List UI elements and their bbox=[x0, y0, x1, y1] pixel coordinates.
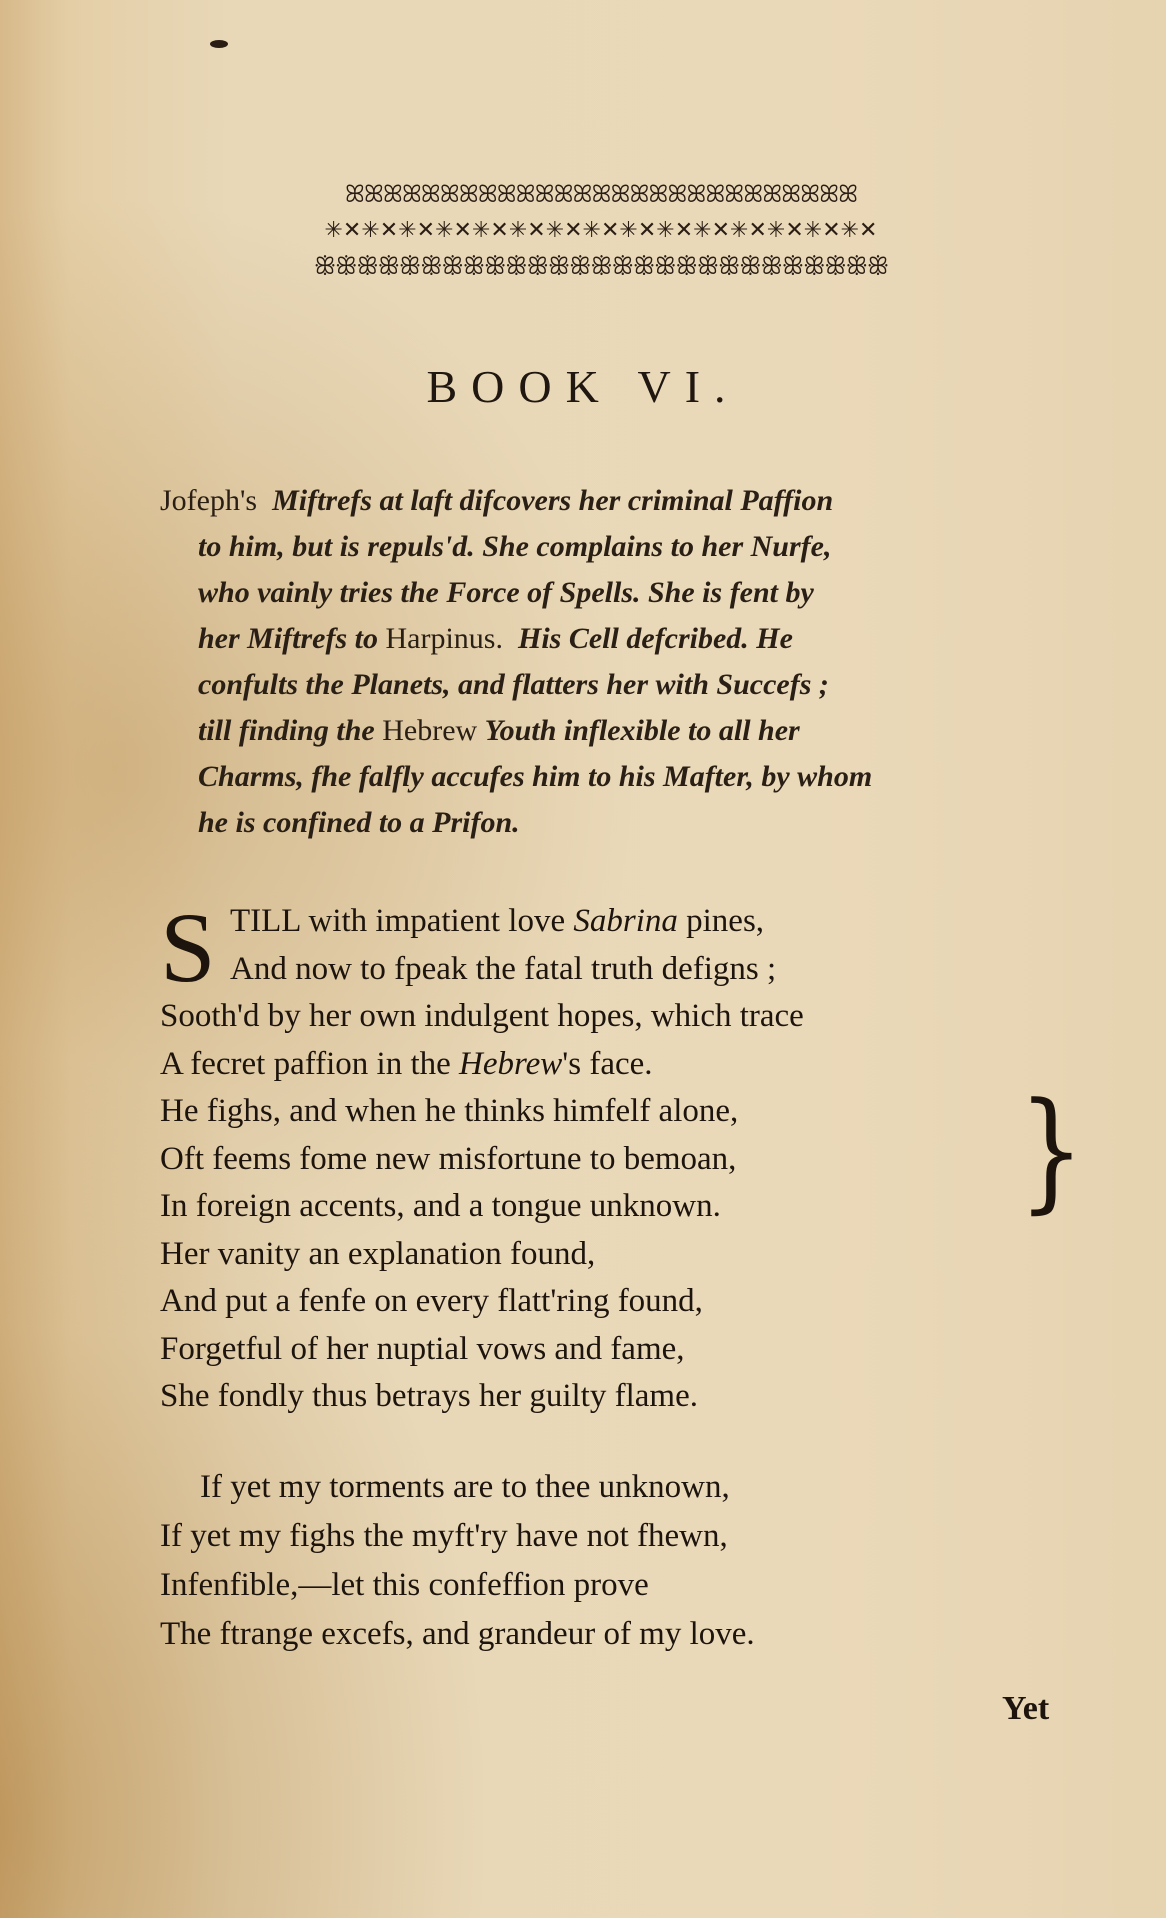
catchword: Yet bbox=[1002, 1690, 1050, 1727]
triplet-brace: } bbox=[1018, 1074, 1085, 1226]
argument-line bbox=[160, 570, 1060, 616]
poem-line: If yet my torments are to thee unknown, bbox=[200, 1469, 730, 1505]
poem-stanza-2 bbox=[160, 1463, 1060, 1659]
drop-cap: S bbox=[160, 892, 216, 1003]
argument-line bbox=[160, 800, 1060, 846]
poem-line bbox=[160, 1041, 1060, 1089]
poem-text: TILL with impatient love bbox=[230, 903, 566, 939]
poem-line: And put a fenfe on every flatt'ring found, bbox=[160, 1283, 703, 1319]
argument-line bbox=[160, 662, 1060, 708]
argument-italic: till finding the bbox=[198, 714, 375, 747]
argument-summary bbox=[160, 478, 1060, 846]
argument-italic: confults the Planets, and flatters her with Succefs ; bbox=[198, 668, 829, 701]
argument-italic: to him, but is repuls'd. She complains to her Nurfe, bbox=[198, 530, 832, 563]
poem-line: If yet my fighs the myft'ry have not fhewn, bbox=[160, 1518, 728, 1554]
argument-text: Harpinus. bbox=[385, 622, 503, 655]
argument-italic: he is confined to a Prifon. bbox=[198, 806, 520, 839]
poem-line: She fondly thus betrays her guilty flame. bbox=[160, 1378, 698, 1414]
argument-text: Hebrew bbox=[382, 714, 478, 747]
argument-text: Jofeph's bbox=[160, 484, 258, 517]
argument-italic: His Cell defcribed. He bbox=[517, 622, 793, 655]
poem-text: A fecret paffion in the bbox=[160, 1045, 451, 1082]
argument-italic: her Miftrefs to bbox=[198, 622, 378, 655]
argument-line bbox=[160, 616, 1060, 662]
argument-italic: Miftrefs at laft difcovers her criminal Paffion bbox=[272, 484, 834, 517]
poem-line: Infenfible,—let this confeffion prove bbox=[160, 1567, 649, 1603]
poem-text: 's face. bbox=[562, 1045, 653, 1082]
argument-line bbox=[160, 708, 1060, 754]
headpiece-ornament bbox=[145, 180, 1057, 280]
poem-line bbox=[160, 898, 1060, 946]
argument-line bbox=[160, 478, 1060, 524]
poem-italic: Sabrina bbox=[573, 903, 678, 939]
poem-line: In foreign accents, and a tongue unknown. bbox=[160, 1188, 721, 1224]
poem-line: Oft feems fome new misfortune to bemoan, bbox=[160, 1140, 737, 1177]
argument-italic: Youth inflexible to all her bbox=[484, 714, 800, 747]
poem-line: Her vanity an explanation found, bbox=[160, 1235, 596, 1272]
ink-speck bbox=[210, 40, 228, 48]
poem-line: Sooth'd by her own indulgent hopes, which trace bbox=[160, 998, 804, 1034]
ornament-bottom-row: ꕥꕥꕥꕥꕥꕥꕥꕥꕥꕥꕥꕥꕥꕥꕥꕥꕥꕥꕥꕥꕥꕥꕥꕥꕥꕥꕥ bbox=[313, 252, 889, 280]
argument-line bbox=[160, 524, 1060, 570]
poem-line: Forgetful of her nuptial vows and fame, bbox=[160, 1330, 685, 1367]
book-heading: BOOK VI. bbox=[426, 361, 740, 412]
argument-line bbox=[160, 754, 1060, 800]
poem-text: pines, bbox=[686, 903, 765, 939]
argument-italic: who vainly tries the Force of Spells. She is fent by bbox=[198, 576, 814, 609]
poem-stanza-1 bbox=[160, 892, 1060, 1421]
poem-italic: Hebrew bbox=[459, 1045, 563, 1082]
poem-line: He fighs, and when he thinks himfelf alone, bbox=[160, 1093, 739, 1129]
ornament-middle-row: ✳✕✳✕✳✕✳✕✳✕✳✕✳✕✳✕✳✕✳✕✳✕✳✕✳✕✳✕✳✕ bbox=[324, 217, 878, 243]
ornament-top-row: ꕤꕤꕤꕤꕤꕤꕤꕤꕤꕤꕤꕤꕤꕤꕤꕤꕤꕤꕤꕤꕤꕤꕤꕤꕤꕤꕤ bbox=[344, 180, 858, 208]
poem-line: The ftrange excefs, and grandeur of my love. bbox=[160, 1616, 755, 1652]
poem-line: And now to fpeak the fatal truth defigns ; bbox=[230, 950, 777, 987]
argument-italic: Charms, fhe falfly accufes him to his Mafter, by whom bbox=[198, 760, 873, 793]
